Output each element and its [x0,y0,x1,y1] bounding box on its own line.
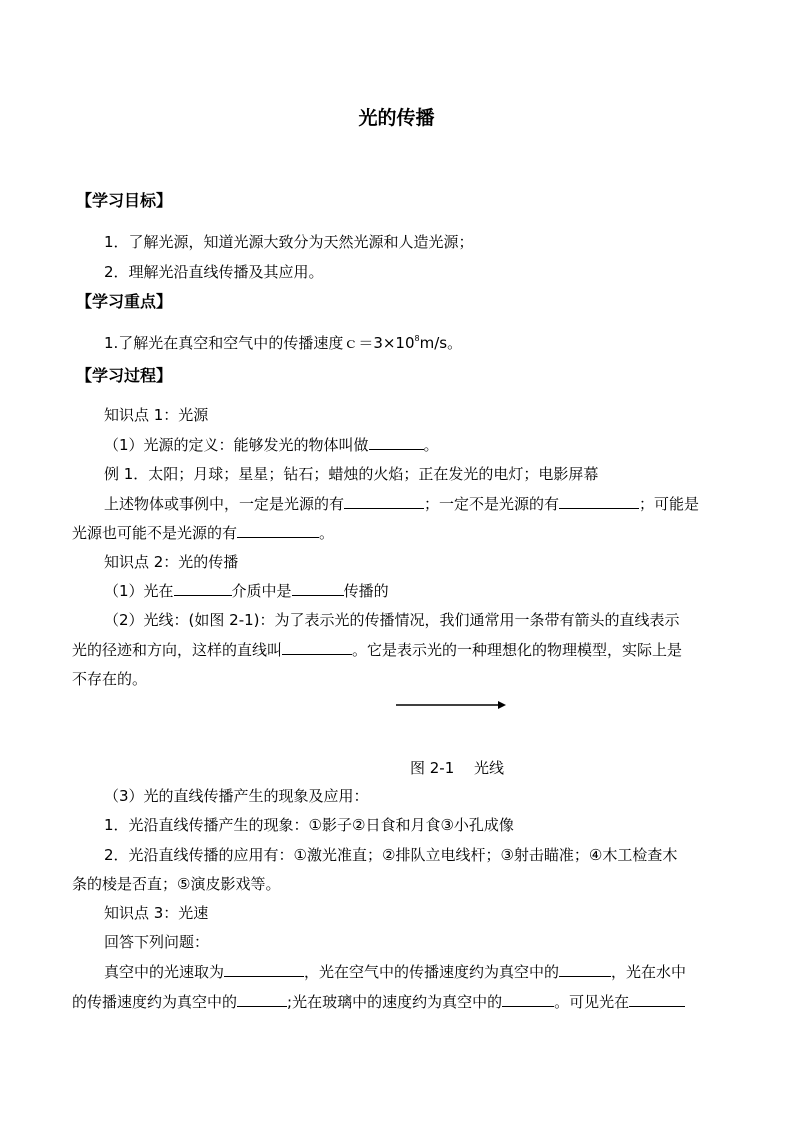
answer-blank[interactable] [224,962,304,977]
answer-prompt: 回答下列问题： [104,933,210,951]
paragraph-text: 。它是表示光的一种理想化的物理模型，实际上是 [352,641,683,659]
applications-line-1: 2．光沿直线传播的应用有：①激光准直；②排队立电线杆；③射击瞄准；④木工检查木 [104,846,678,864]
answer-blank[interactable] [292,581,344,596]
answer-blank[interactable] [629,992,685,1007]
question-text: ；可能是 [639,495,700,513]
question-text: 的传播速度约为真空中的 [72,993,238,1011]
light-ray-paragraph-line-3: 不存在的。 [72,670,148,688]
question-text: 光源也可能不是光源的有 [72,524,238,542]
definition-end: 。 [423,436,439,454]
answer-blank[interactable] [559,962,611,977]
question-text: 真空中的光速取为 [104,963,225,981]
phenomena-heading: （3）光的直线传播产生的现象及应用： [104,787,369,805]
example-1-question [104,494,699,514]
answer-blank[interactable] [559,494,639,509]
answer-blank[interactable] [369,435,424,450]
light-ray-arrow-figure [396,698,508,712]
question-text: ;光在玻璃中的速度约为真空中的 [287,993,503,1011]
knowledge-point-3-title: 知识点 3：光速 [104,904,209,922]
answer-blank[interactable] [502,992,554,1007]
applications-line-2: 条的棱是否直；⑤演皮影戏等。 [72,875,281,893]
question-text: 上述物体或事例中，一定是光源的有 [104,495,345,513]
speed-question-line-2 [72,992,685,1012]
question-text: ，光在空气中的传播速度约为真空中的 [304,963,560,981]
answer-blank[interactable] [282,640,352,655]
process-heading: 【学习过程】 [76,366,173,385]
definition-text: （1）光源的定义：能够发光的物体叫做 [104,436,369,454]
exponent: 8 [414,334,420,343]
knowledge-point-1-title: 知识点 1：光源 [104,406,209,424]
objectives-heading: 【学习目标】 [76,191,173,210]
phenomena-item-1: 1．光沿直线传播产生的现象：①影子②日食和月食③小孔成像 [104,816,514,834]
speed-question-line-1 [104,962,686,982]
answer-blank[interactable] [237,523,319,538]
light-ray-paragraph-line-2 [72,640,682,660]
example-1: 例 1．太阳；月球；星星；钻石；蜡烛的火焰；正在发光的电灯；电影屏幕 [104,465,599,483]
light-source-definition [104,435,439,455]
paragraph-text: 光的径迹和方向，这样的直线叫 [72,641,283,659]
question-text: ，光在水中 [611,963,687,981]
question-text: ；一定不是光源的有 [424,495,560,513]
question-text: 传播的 [343,582,389,600]
question-text: 介质中是 [231,582,292,600]
arrow-head-icon [498,701,506,709]
figure-caption: 图 2-1 光线 [410,759,505,777]
question-text: 。可见光在 [554,993,630,1011]
question-text: （1）光在 [104,582,174,600]
objective-item-1: 1．了解光源，知道光源大致分为天然光源和人造光源； [104,233,474,251]
question-text: 。 [319,524,335,542]
objective-item-2: 2．理解光沿直线传播及其应用。 [104,263,324,281]
answer-blank[interactable] [344,494,424,509]
page-title: 光的传播 [358,107,435,129]
light-ray-paragraph-line-1: （2）光线：(如图 2-1)：为了表示光的传播情况，我们通常用一条带有箭头的直线表示 [104,611,680,629]
focus-heading: 【学习重点】 [76,292,173,311]
knowledge-point-2-title: 知识点 2：光的传播 [104,553,239,571]
example-1-question-cont [72,523,334,543]
answer-blank[interactable] [174,581,232,596]
focus-item-1 [104,333,462,353]
propagation-question [104,581,389,601]
answer-blank[interactable] [237,992,287,1007]
focus-item-unit: m/s。 [419,334,463,352]
focus-item-text: 1.了解光在真空和空气中的传播速度ｃ＝3×10 [104,334,415,352]
